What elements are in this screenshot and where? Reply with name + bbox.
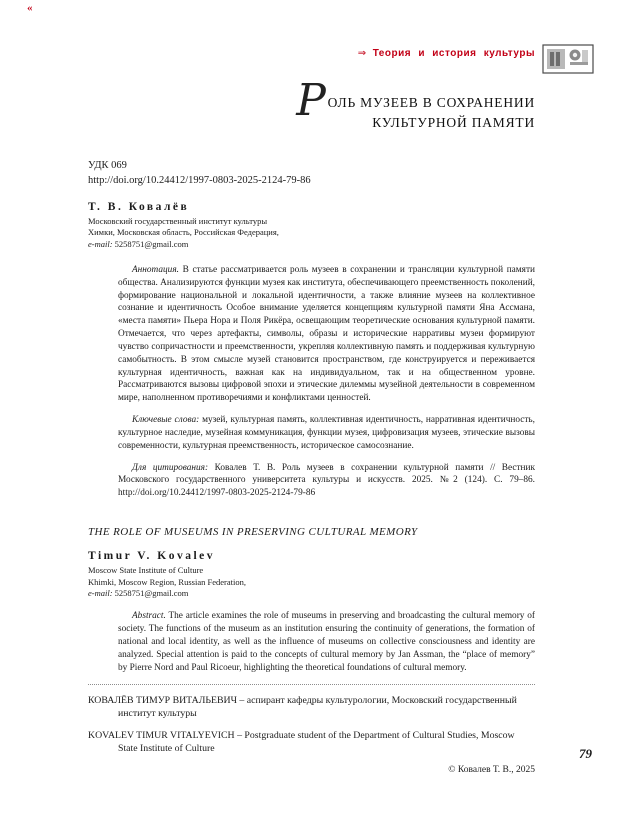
dotted-separator [88,684,535,685]
citation-text: Ковалев Т. В. Роль музеев в сохранении культурной памяти // Вестник Московского государственного университета культуры и искусств. 2025. №2 (124). С. 79–86. http://doi.org/10.24412/1997-0803-2025-2124-79-86 [118,462,535,499]
copyright-notice: © Ковалев Т. В., 2025 [448,765,535,776]
page-edge-artifact: « [27,2,33,14]
arrow-icon: ⇒ [357,48,367,59]
page-number: 79 [579,746,592,761]
citation-paragraph [118,462,535,500]
keywords-text: музей, культурная память, коллективная идентичность, нарративная идентичность, культурное наследие, музейная коммуникация, функции музея, цифровизация музеев, этические вызовы современности, культурная преемственность, историческое самосознание. [118,415,535,451]
title-line-2: КУЛЬТУРНОЙ ПАМЯТИ [372,114,535,130]
author-affiliation-ru [88,216,535,250]
author-name-ru: Т. В. Ковалёв [88,200,190,213]
author-bio-en: KOVALEV TIMUR VITALYEVICH – Postgraduate student of the Department of Cultural Studies, Moscow State Institute of Culture [88,730,515,755]
author-affiliation-en [88,565,535,599]
abstract-label: Abstract. [132,611,166,622]
abstract-block-en [118,610,535,674]
author-name-en: Timur V. Kovalev [88,550,216,563]
doi-link: http://doi.org/10.24412/1997-0803-2025-2124-79-86 [88,175,311,187]
journal-logo-graphic [542,44,594,74]
page-content [88,48,535,775]
email-label: e-mail: [88,238,113,249]
title-line-1-text: ОЛЬ МУЗЕЕВ В СОХРАНЕНИИ [327,95,535,110]
author-email-ru [88,239,535,250]
article-title-ru [88,75,535,132]
article-meta [88,158,535,188]
keywords-label: Ключевые слова: [132,415,200,426]
abstract-paragraph [118,610,535,674]
abstract-block-ru [118,264,535,500]
annotation-paragraph [118,264,535,405]
section-category-label: Теория и история культуры [372,48,535,59]
journal-logo-icon [542,44,594,74]
author-email-en [88,588,535,599]
udk-number: УДК 069 [88,160,127,172]
affiliation-en-line-1: Moscow State Institute of Culture [88,565,204,576]
email-value: 5258751@gmail.com [114,238,189,249]
affiliation-line-2: Химки, Московская область, Российская Федерация, [88,227,279,238]
keywords-paragraph [118,414,535,452]
title-line-1: РОЛЬ МУЗЕЕВ В СОХРАНЕНИИ [296,75,535,126]
author-bio-ru: КОВАЛЁВ ТИМУР ВИТАЛЬЕВИЧ – аспирант кафедры культурологии, Московский государственный институт культуры [88,694,517,719]
email-value-en: 5258751@gmail.com [114,587,189,598]
abstract-text: The article examines the role of museums in preserving and broadcasting the cultural memory of society. The functions of the museum as an institution ensuring the continuity of generations, the formation of national and local identity, as well as the influence of museums on collective consciousness and identity are analyzed. Special attention is paid to the concepts of cultural memory by Jan Assman, the “place of memory” by Pierre Nord and Paul Ricoeur, highlighting the theoretical foundations of cultural memory. [118,611,535,673]
affiliation-en-line-2: Khimki, Moscow Region, Russian Federation, [88,576,246,587]
affiliation-line-1: Московский государственный институт культуры [88,215,268,226]
annotation-text: В статье рассматривается роль музеев в сохранении и трансляции культурной памяти общества. Анализируются функции музея как института, обеспечивающего преемственность поколений, формирование национальной и локальной идентичности, а также влияние музеев на коллективное сознание и идентичность Особое внимание уделяется концепциям культурной памяти Яна Ассмана, «места памяти» Пьера Нора и Поля Рикёра, освещающим теоретические основания культурной памяти. Отмечается, что через артефакты, символы, образы и исторические нарративы музеи формируют чувство сопричастности и преемственности, укрепляя коллективную память и поддерживая культурную самобытность. В этом смысле музей становится пространством, где конструируется и переживается культурная идентичность, важная как на индивидуальном, так и на общественном уровне. Рассматриваются вызовы цифровой эпохи и этические дилеммы музейной деятельности в современном мире, наполненном противоречиями и конфликтами ценностей. [118,264,535,404]
citation-label: Для цитирования: [132,462,209,473]
email-label-en: e-mail: [88,587,113,598]
section-header [88,48,535,59]
article-title-en: THE ROLE OF MUSEUMS IN PRESERVING CULTURAL MEMORY [88,526,418,539]
annotation-label: Аннотация. [132,264,179,275]
